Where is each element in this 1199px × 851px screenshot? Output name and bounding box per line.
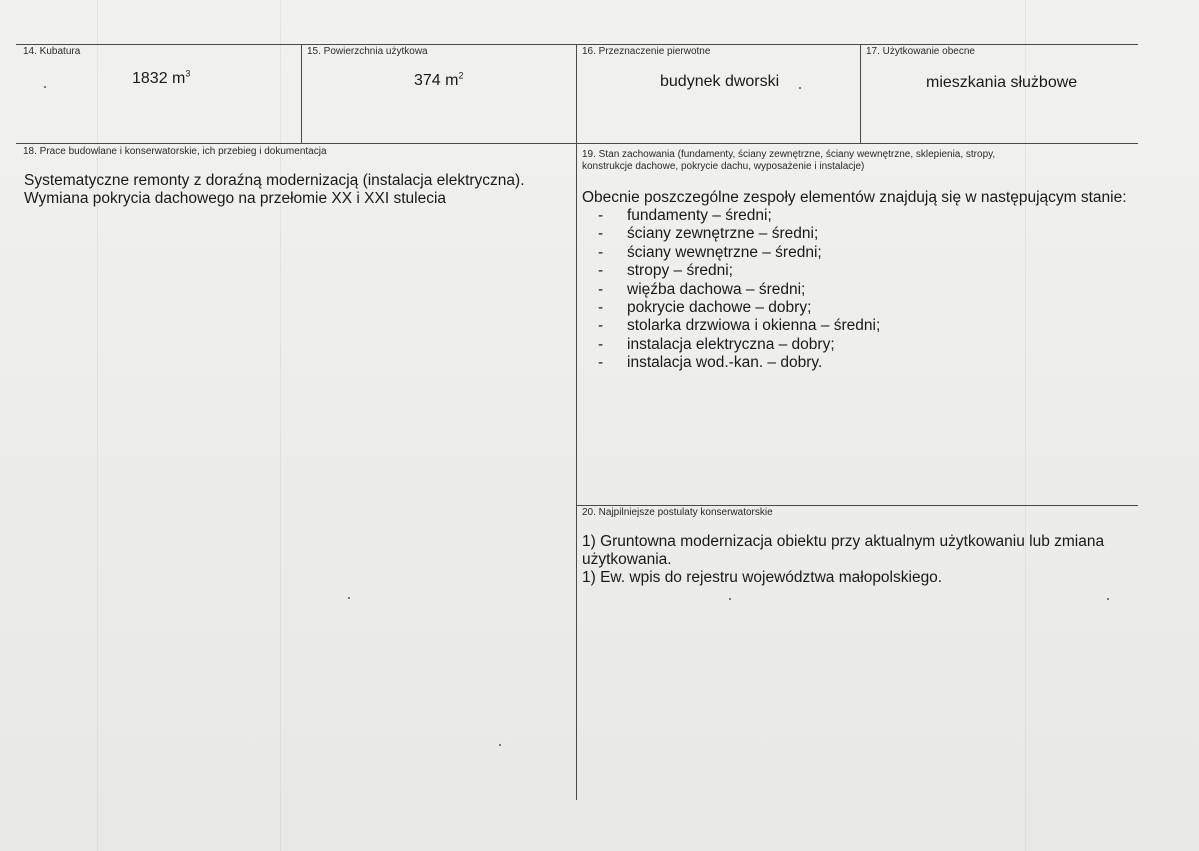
- field17-label: 17. Użytkowanie obecne: [866, 46, 975, 57]
- list-item: - instalacja elektryczna – dobry;: [598, 335, 835, 353]
- scan-speck: [348, 597, 350, 599]
- scan-speck: [499, 744, 501, 746]
- field18-line: Wymiana pokrycia dachowego na przełomie XX i XXI stulecia: [24, 190, 447, 207]
- field18-label: 18. Prace budowlane i konserwatorskie, ich przebieg i dokumentacja: [23, 146, 327, 157]
- divider-14-15: [301, 44, 302, 143]
- field19-intro: Obecnie poszczególne zespoły elementów znajdują się w następującym stanie:: [582, 189, 1127, 206]
- list-item: - stropy – średni;: [598, 262, 733, 280]
- section20-top-line: [576, 505, 1138, 506]
- field20-text: [582, 533, 1134, 587]
- scan-speck: [729, 598, 731, 600]
- field19-condition-list: [582, 207, 880, 373]
- field14-label: 14. Kubatura: [23, 46, 81, 57]
- divider-main: [576, 44, 577, 800]
- field20-line: 1) Ew. wpis do rejestru województwa małopolskiego.: [582, 569, 943, 586]
- list-item: - pokrycie dachowe – dobry;: [598, 299, 812, 317]
- field18-text: [24, 172, 572, 208]
- list-item: - ściany wewnętrzne – średni;: [598, 243, 822, 261]
- scan-speck: [44, 86, 46, 88]
- field20-label: 20. Najpilniejsze postulaty konserwatorskie: [582, 507, 773, 518]
- divider-16-17: [860, 44, 861, 143]
- scan-artifact: [280, 0, 281, 851]
- scan-artifact: [97, 0, 98, 851]
- field15-value: 374 $m^2$: [414, 70, 464, 89]
- list-item: - ściany zewnętrzne – średni;: [598, 225, 819, 243]
- scan-speck: [1107, 598, 1109, 600]
- list-item: - fundamenty – średni;: [598, 207, 772, 224]
- field19-label: 19. Stan zachowania (fundamenty, ściany zewnętrzne, ściany wewnętrzne, sklepienia, stropy, konstrukcje dachowe, pokrycie dachu, wyposażenie i instalacje): [582, 149, 996, 172]
- list-item: - więźba dachowa – średni;: [598, 280, 806, 298]
- list-item: - stolarka drzwiowa i okienna – średni;: [598, 317, 881, 335]
- field17-value: mieszkania służbowe: [926, 74, 1078, 91]
- row1-top-line: [16, 44, 1138, 45]
- field18-line: Systematyczne remonty z doraźną modernizacją (instalacja elektryczna).: [24, 172, 525, 189]
- scan-speck: [799, 87, 801, 89]
- row2-top-line: [16, 143, 1138, 144]
- field15-label: 15. Powierzchnia użytkowa: [307, 46, 428, 57]
- field16-value: budynek dworski: [660, 73, 780, 90]
- scan-artifact: [1025, 0, 1026, 851]
- field16-label: 16. Przeznaczenie pierwotne: [582, 46, 711, 57]
- field20-line: użytkowania.: [582, 551, 672, 568]
- field20-line: 1) Gruntowna modernizacja obiektu przy aktualnym użytkowaniu lub zmiana: [582, 533, 1105, 550]
- list-item: - instalacja wod.-kan. – dobry.: [598, 354, 823, 372]
- field14-value: 1832 $m^3$: [132, 68, 191, 87]
